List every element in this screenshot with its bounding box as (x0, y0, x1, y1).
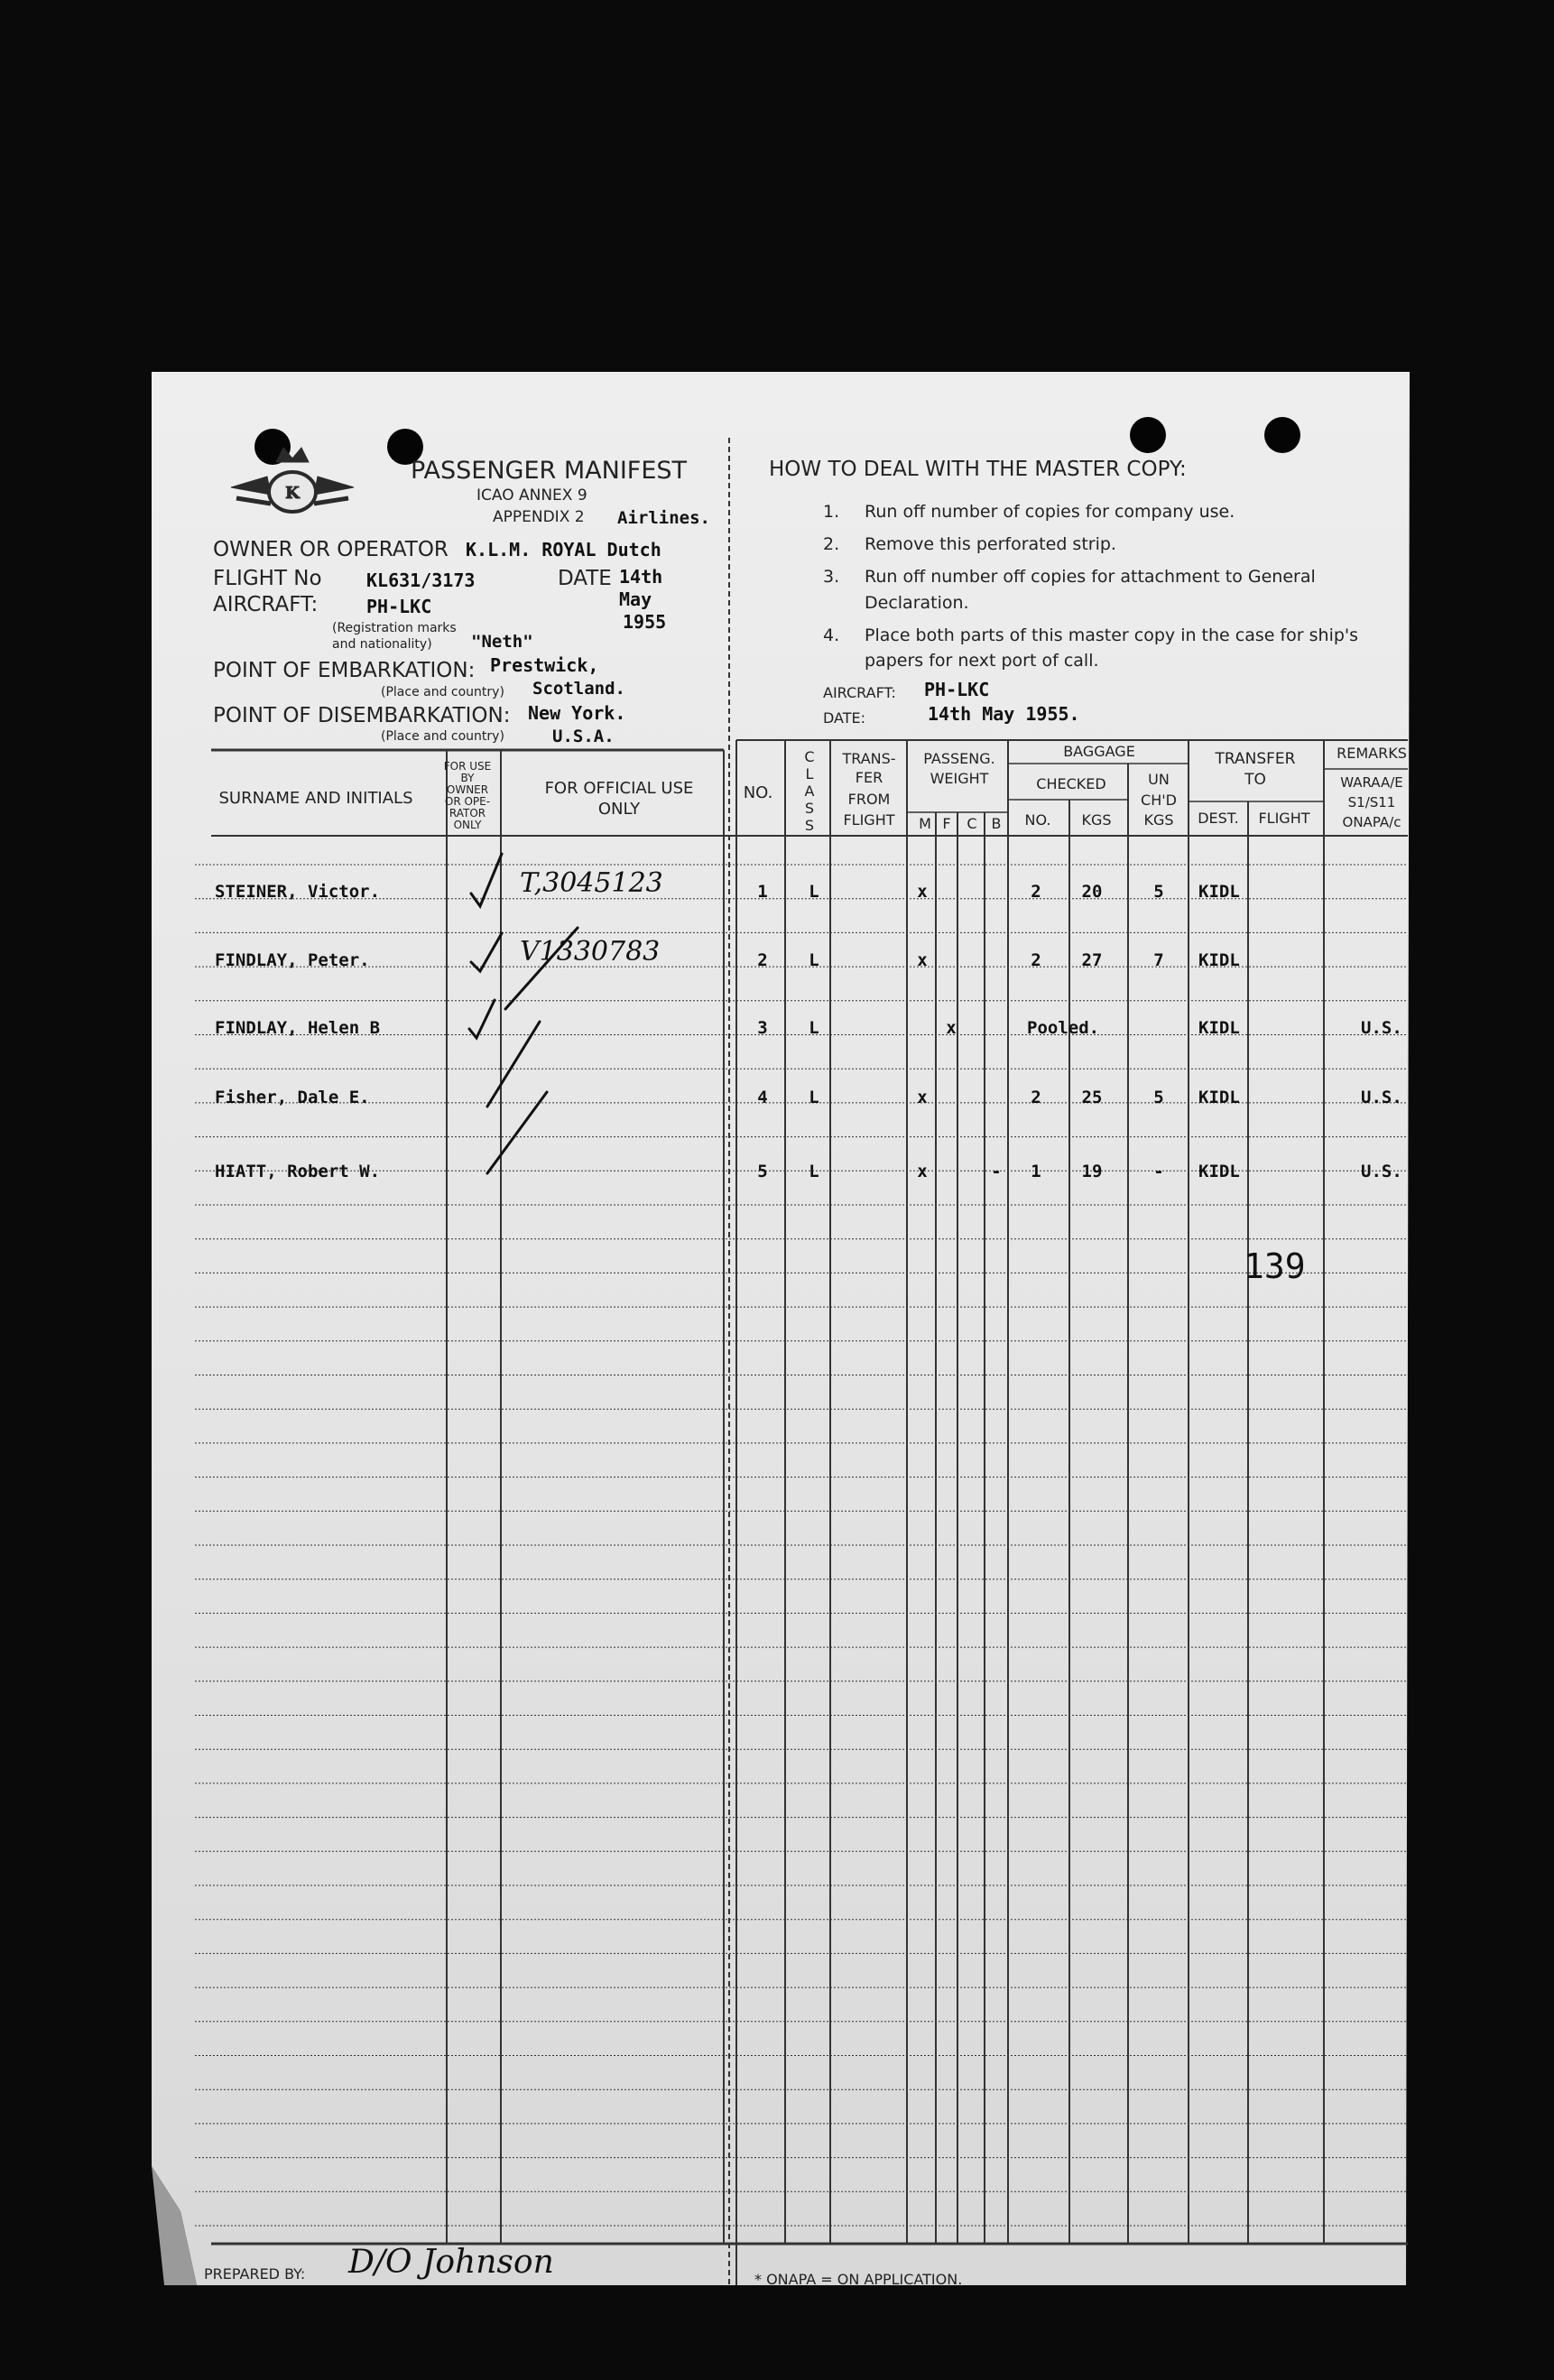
col-pass-weight: PASSENG. (923, 750, 995, 767)
passenger-class: L (809, 1162, 819, 1181)
registration-note: (Registration marks (332, 621, 457, 635)
unchecked-kgs: 5 (1153, 1088, 1164, 1107)
col-official: FOR OFFICIAL USE (544, 779, 694, 798)
col-weight-m: M (919, 815, 931, 832)
official-number: V1330783 (520, 936, 661, 968)
col-remarks: REMARKS (1337, 745, 1407, 762)
unchecked-kgs: 7 (1153, 950, 1164, 970)
flight-value: KL631/3173 (366, 570, 476, 591)
passenger-no: 2 (757, 950, 768, 970)
disembarkation-value: New York. (528, 702, 626, 724)
instruction-text: papers for next port of call. (865, 651, 1099, 671)
disembarkation-label: POINT OF DISEMBARKATION: (213, 704, 511, 727)
passenger-name: STEINER, Victor. (215, 882, 381, 902)
svg-text:K: K (285, 484, 300, 503)
onapa-note: * ONAPA = ON APPLICATION. (754, 2271, 963, 2288)
passenger-class: L (809, 1018, 819, 1038)
aircraft-value: PH-LKC (366, 596, 432, 617)
baggage-no: 2 (1031, 882, 1041, 902)
punch-hole (1264, 417, 1300, 453)
appendix-label: APPENDIX 2 (493, 508, 585, 526)
disembarkation-country: U.S.A. (552, 727, 615, 746)
date-label: DATE (558, 567, 612, 590)
form-title: PASSENGER MANIFEST (411, 457, 688, 485)
col-for-use: ONLY (453, 819, 482, 831)
nationality-value: "Neth" (471, 632, 533, 652)
instruction-num: 2. (823, 534, 840, 554)
col-class-letter: C (804, 748, 815, 765)
remarks-value: U.S. (1361, 1018, 1402, 1038)
instruction-text: Declaration. (865, 593, 969, 613)
owner-value: K.L.M. ROYAL Dutch (466, 539, 661, 560)
owner-label: OWNER OR OPERATOR (213, 538, 449, 561)
instruction-num: 4. (823, 625, 840, 645)
col-weight-c: C (967, 815, 977, 832)
instr-aircraft-value: PH-LKC (924, 679, 990, 700)
transfer-dest: KIDL (1198, 882, 1240, 902)
col-for-use: OR OPE- (444, 795, 491, 808)
instructions-heading: HOW TO DEAL WITH THE MASTER COPY: (769, 458, 1187, 481)
col-transfer-from: TRANS- (842, 750, 896, 767)
weight-m: x (917, 950, 928, 970)
place-country-note: (Place and country) (381, 685, 504, 699)
embarkation-label: POINT OF EMBARKATION: (213, 659, 476, 682)
passenger-no: 4 (757, 1088, 768, 1107)
col-transfer-from: FER (855, 769, 883, 786)
passenger-no: 1 (757, 882, 768, 902)
col-weight-f: F (942, 815, 951, 832)
weight-m: x (917, 1088, 928, 1107)
passenger-class: L (809, 950, 819, 970)
baggage-pooled: Pooled. (1027, 1018, 1100, 1038)
date-day: 14th (619, 566, 663, 588)
weight-f: x (946, 1018, 957, 1038)
col-class-letter: L (805, 765, 814, 783)
col-remarks-sub: WARAA/E (1340, 774, 1403, 791)
baggage-no: 2 (1031, 1088, 1041, 1107)
unchecked-kgs: - (1153, 1162, 1164, 1181)
instr-date-value: 14th May 1955. (928, 703, 1080, 725)
weight-m: x (917, 882, 928, 902)
col-checked: CHECKED (1036, 775, 1106, 792)
instr-aircraft-label: AIRCRAFT: (823, 684, 896, 701)
transfer-dest: KIDL (1198, 1162, 1240, 1181)
col-pass-weight: WEIGHT (930, 770, 989, 787)
col-no: NO. (743, 783, 773, 802)
place-country-note: (Place and country) (381, 729, 504, 744)
passenger-name: FINDLAY, Peter. (215, 950, 370, 970)
instruction-num: 1. (823, 502, 840, 522)
baggage-kgs: 19 (1081, 1162, 1103, 1181)
passenger-no: 3 (757, 1018, 768, 1038)
col-unchecked: KGS (1143, 811, 1174, 829)
date-month: May (619, 588, 652, 610)
passenger-no: 5 (757, 1162, 768, 1181)
passenger-class: L (809, 882, 819, 902)
col-for-use: BY (460, 772, 475, 784)
col-transfer-to: TRANSFER (1215, 750, 1296, 768)
baggage-kgs: 20 (1081, 882, 1103, 902)
col-transfer-from: FROM (847, 791, 891, 808)
baggage-no: 1 (1031, 1162, 1041, 1181)
instr-date-label: DATE: (823, 709, 866, 727)
nationality-note: and nationality) (332, 637, 432, 652)
embarkation-country: Scotland. (532, 679, 625, 699)
embarkation-value: Prestwick, (490, 654, 599, 676)
date-year: 1955 (623, 611, 667, 633)
col-dest: DEST. (1198, 810, 1239, 827)
col-bag-no: NO. (1024, 811, 1051, 829)
prepared-by-label: PREPARED BY: (204, 2265, 306, 2283)
baggage-kgs: 27 (1081, 950, 1103, 970)
transfer-dest: KIDL (1198, 1018, 1240, 1038)
passenger-class: L (809, 1088, 819, 1107)
instruction-text: Remove this perforated strip. (865, 534, 1116, 554)
remarks-value: U.S. (1361, 1088, 1402, 1107)
col-class-letter: S (804, 817, 815, 834)
instruction-text: Run off number off copies for attachment to General (865, 567, 1316, 587)
remarks-value: U.S. (1361, 1162, 1402, 1181)
col-official: ONLY (597, 800, 641, 819)
col-weight-b: B (991, 815, 1002, 832)
passenger-name: HIATT, Robert W. (215, 1162, 381, 1181)
transfer-dest: KIDL (1198, 950, 1240, 970)
col-transfer-from: FLIGHT (843, 811, 895, 829)
unchecked-kgs: 5 (1153, 882, 1164, 902)
col-unchecked: UN (1148, 771, 1170, 788)
instruction-text: Run off number of copies for company use. (865, 502, 1235, 522)
col-for-use: OWNER (446, 783, 489, 796)
baggage-no: 2 (1031, 950, 1041, 970)
airlines-value: Airlines. (617, 508, 710, 528)
col-transfer-to: TO (1244, 771, 1266, 789)
icao-annex: ICAO ANNEX 9 (476, 486, 587, 505)
col-for-use: RATOR (449, 807, 486, 820)
instruction-num: 3. (823, 567, 840, 587)
baggage-kgs: 25 (1081, 1088, 1103, 1107)
weight-m: x (917, 1162, 928, 1181)
aircraft-label: AIRCRAFT: (213, 593, 319, 616)
col-unchecked: CH'D (1141, 792, 1177, 809)
transfer-dest: KIDL (1198, 1088, 1240, 1107)
col-baggage: BAGGAGE (1063, 743, 1135, 760)
col-flight: FLIGHT (1258, 810, 1310, 827)
official-number: T,3045123 (520, 867, 663, 899)
instruction-text: Place both parts of this master copy in the case for ship's (865, 625, 1359, 645)
col-for-use: FOR USE (443, 760, 492, 773)
passenger-name: Fisher, Dale E. (215, 1088, 370, 1107)
passenger-name: FINDLAY, Helen B (215, 1018, 381, 1038)
col-remarks-sub: ONAPA/c (1342, 814, 1401, 830)
col-bag-kgs: KGS (1081, 811, 1112, 829)
col-surname: SURNAME AND INITIALS (218, 789, 413, 808)
signature: D/O Johnson (348, 2244, 554, 2281)
stamp-number: 139 (1244, 1246, 1306, 1286)
col-class-letter: S (804, 800, 815, 817)
weight-b: - (991, 1162, 1002, 1181)
col-remarks-sub: S1/S11 (1347, 794, 1396, 810)
flight-label: FLIGHT No (213, 567, 322, 590)
punch-hole (1130, 417, 1166, 453)
col-class-letter: A (804, 783, 815, 800)
